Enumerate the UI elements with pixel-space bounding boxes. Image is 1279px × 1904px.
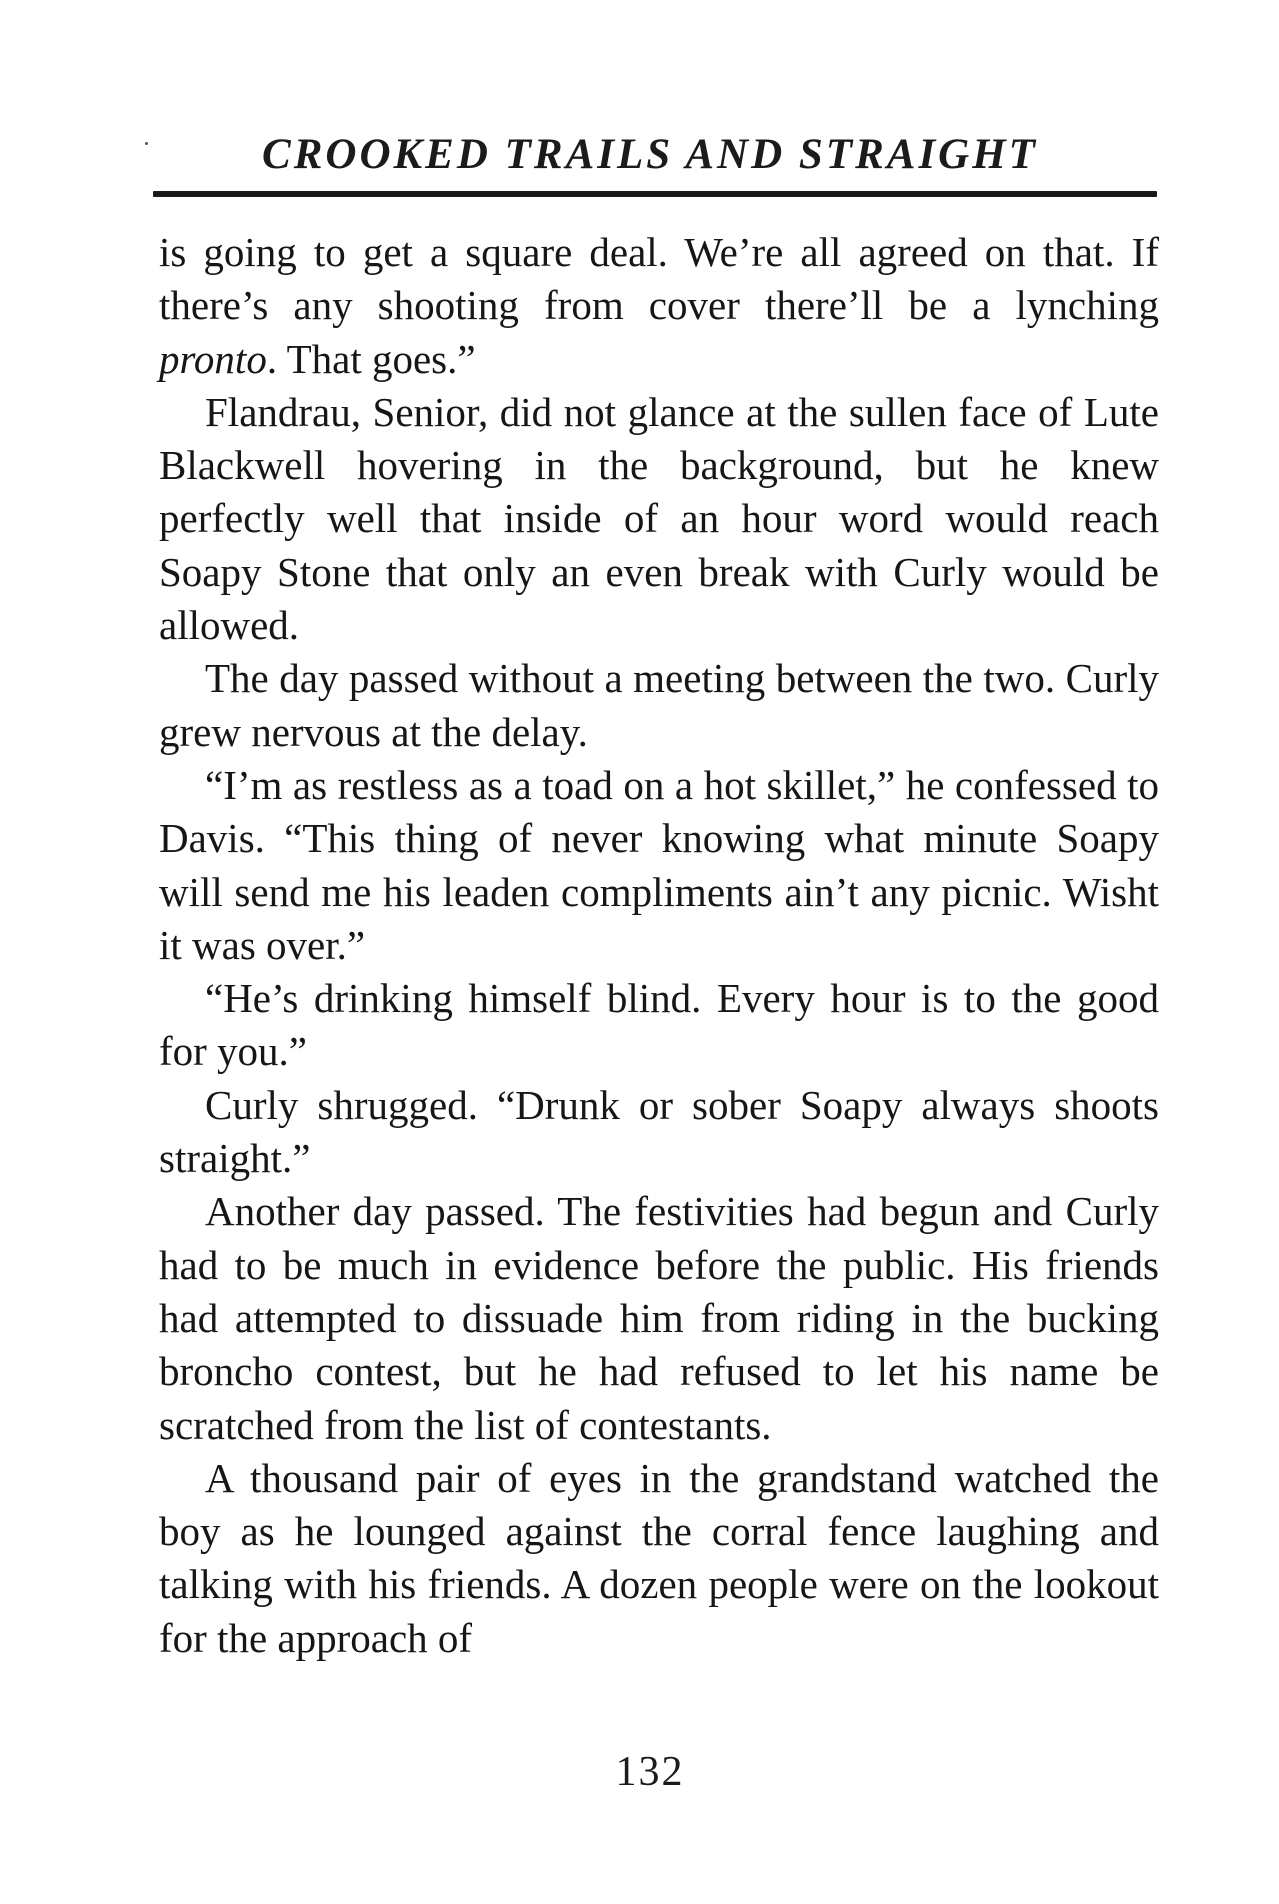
italic-word: pronto [159, 335, 267, 382]
print-speck [145, 142, 148, 145]
text-run: is going to get a square deal. We’re all agreed on that. If there’s any shooting from cover there’ll be a lynching [159, 229, 1159, 329]
text-run: . That goes.” [266, 335, 476, 382]
paragraph: Curly shrugged. “Drunk or sober Soapy always shoots straight.” [159, 1081, 1159, 1182]
paragraph-continued [159, 226, 1159, 386]
paragraph: “He’s drinking himself blind. Every hour is to the good for you.” [159, 975, 1159, 1075]
body-text [159, 226, 1159, 1665]
paragraph: A thousand pair of eyes in the grandstand watched the boy as he lounged against the corral fence laughing and talking with his friends. A dozen people were on the lookout for the approach of [159, 1454, 1159, 1661]
paragraph: Another day passed. The festivities had begun and Curly had to be much in evidence before the public. His friends had attempted to dissuade him from riding in the bucking broncho contest, but he had refused to let his name be scratched from the list of contestants. [159, 1188, 1159, 1448]
paragraph: “I’m as restless as a toad on a hot skillet,” he confessed to Davis. “This thing of never knowing what minute Soapy will send me his leaden compliments ain’t any picnic. Wisht it was over.” [159, 761, 1159, 968]
paragraph: The day passed without a meeting between the two. Curly grew nervous at the delay. [159, 655, 1159, 755]
header-rule [153, 191, 1157, 197]
paragraph: Flandrau, Senior, did not glance at the sullen face of Lute Blackwell hovering in the background, but he knew perfectly well that inside of an hour word would reach Soapy Stone that only an even break with Curly would be allowed. [159, 388, 1159, 649]
running-title: CROOKED TRAILS AND STRAIGHT [262, 131, 1038, 178]
page-number: 132 [615, 1749, 685, 1795]
